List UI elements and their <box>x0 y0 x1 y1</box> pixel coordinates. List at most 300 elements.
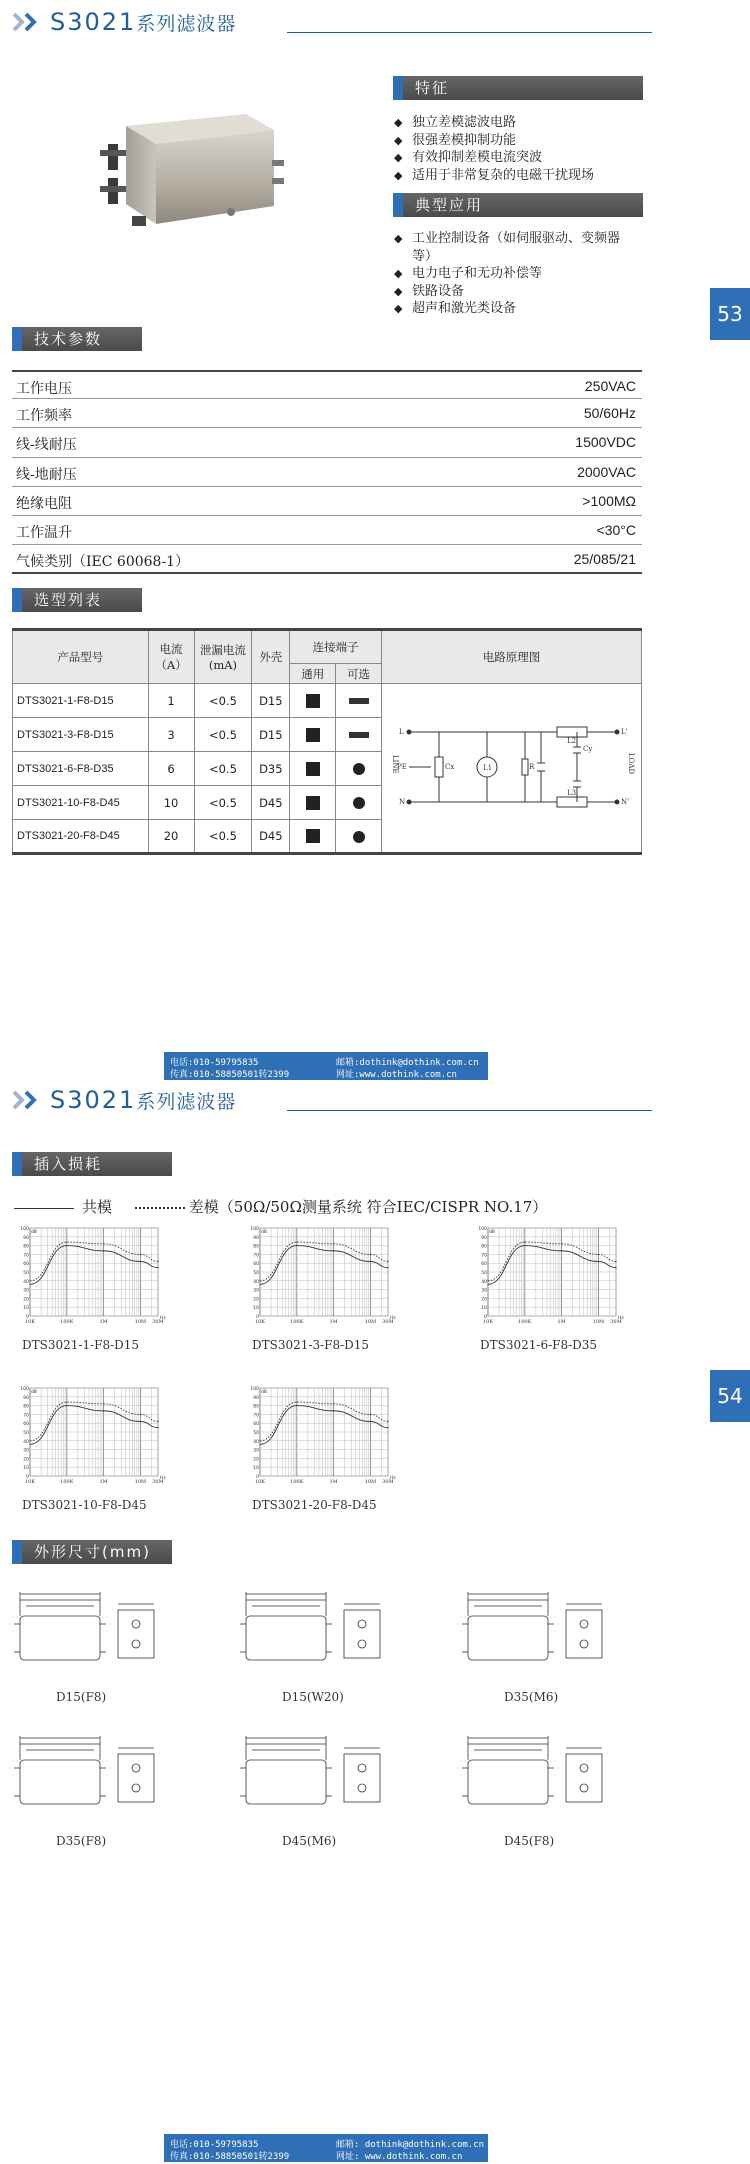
y-tick-label: 70 <box>253 1413 259 1419</box>
cell-current: 20 <box>148 820 194 854</box>
y-tick-label: 0 <box>26 1475 29 1480</box>
x-unit-label: Hz <box>160 1316 166 1321</box>
x-unit-label: Hz <box>390 1316 396 1321</box>
spec-key: 气候类别（IEC 60068-1） <box>16 554 190 571</box>
col-circuit: 电路原理图 <box>382 630 642 684</box>
y-tick-label: 70 <box>23 1253 29 1259</box>
data-point <box>387 1261 388 1262</box>
y-tick-label: 100 <box>20 1387 29 1392</box>
feature-item: ◆ 独立差模滤波电路 <box>394 114 594 132</box>
data-point <box>524 1241 525 1242</box>
y-tick-label: 50 <box>253 1271 259 1276</box>
data-point <box>66 1245 67 1246</box>
legend-diff: 差模（50Ω/50Ω测量系统 符合IEC/CISPR NO.17） <box>188 1198 548 1216</box>
y-unit-label: dB <box>489 1230 495 1235</box>
footer-contact <box>164 1052 488 1080</box>
y-tick-label: 100 <box>250 1387 259 1392</box>
y-tick-label: 40 <box>253 1279 259 1285</box>
y-tick-label: 60 <box>23 1262 29 1268</box>
cell-model: DTS3021-1-F8-D15 <box>13 684 149 718</box>
spec-key: 工作电压 <box>16 381 72 397</box>
selection-list-tab: 选型列表 <box>12 588 142 612</box>
cell-current: 6 <box>148 752 194 786</box>
chart-label: DTS3021-6-F8-D35 <box>480 1338 598 1352</box>
y-tick-label: 60 <box>23 1422 29 1428</box>
applications-tab: 典型应用 <box>393 193 643 217</box>
cell-terminal-common <box>290 820 336 854</box>
data-point <box>66 1401 67 1402</box>
y-unit-label: dB <box>261 1230 267 1235</box>
data-point <box>387 1421 388 1422</box>
chart-svg <box>476 1222 626 1334</box>
circuit-label-R: R <box>528 762 534 771</box>
y-tick-label: 40 <box>23 1439 29 1445</box>
x-unit-label: Hz <box>160 1476 166 1481</box>
spec-value: 1500VDC <box>575 434 636 451</box>
chart-label: DTS3021-20-F8-D45 <box>252 1498 377 1512</box>
data-point <box>103 1403 104 1404</box>
x-tick-label: 1M <box>329 1319 338 1325</box>
y-tick-label: 0 <box>26 1315 29 1320</box>
data-point <box>370 1261 371 1262</box>
y-tick-label: 50 <box>253 1431 259 1436</box>
x-unit-label: Hz <box>618 1316 624 1321</box>
x-tick-label: 30M <box>382 1319 394 1325</box>
cell-terminal-common <box>290 718 336 752</box>
data-point <box>615 1261 616 1262</box>
data-point <box>524 1245 525 1246</box>
legend-solid-line <box>14 1208 74 1209</box>
circuit-label-Cx: Cx <box>444 762 454 771</box>
data-point <box>333 1243 334 1244</box>
data-point <box>157 1261 158 1262</box>
spec-value: <30°C <box>596 521 636 538</box>
feature-item: ◆ 适用于非常复杂的电磁干扰现场 <box>394 167 594 185</box>
x-tick-label: 10K <box>254 1479 266 1485</box>
header-rule <box>287 1110 652 1111</box>
spec-value: 25/085/21 <box>573 551 636 568</box>
dimension-label: D35(M6) <box>504 1690 559 1704</box>
terminal-pin-icon <box>349 732 369 738</box>
y-tick-label: 10 <box>23 1466 29 1472</box>
x-tick-label: 10K <box>24 1319 36 1325</box>
data-point <box>29 1444 30 1445</box>
data-point <box>487 1284 488 1285</box>
x-tick-label: 100K <box>290 1319 304 1325</box>
data-point <box>157 1427 158 1428</box>
x-tick-label: 10K <box>482 1319 494 1325</box>
spec-row <box>12 545 642 574</box>
model-table <box>12 628 642 855</box>
feature-item: ◆ 很强差模抑制功能 <box>394 132 594 150</box>
x-tick-label: 100K <box>60 1319 74 1325</box>
cell-case: D35 <box>252 752 290 786</box>
dimension-label: D45(M6) <box>282 1834 337 1848</box>
spec-row <box>12 428 642 457</box>
x-tick-label: 10M <box>364 1319 377 1325</box>
dimension-label: D45(F8) <box>504 1834 555 1848</box>
footer-tel: 电话:010-59795835 <box>170 2140 259 2150</box>
cell-leak: <0.5 <box>194 786 252 820</box>
dimensions-tab: 外形尺寸(mm) <box>12 1540 172 1564</box>
tech-params-tab: 技术参数 <box>12 327 142 351</box>
x-tick-label: 100K <box>60 1479 74 1485</box>
cell-leak: <0.5 <box>194 752 252 786</box>
outline-svg <box>240 1730 400 1820</box>
data-point <box>66 1405 67 1406</box>
terminal-icon <box>306 728 320 742</box>
cell-leak: <0.5 <box>194 718 252 752</box>
data-point <box>598 1261 599 1262</box>
circuit-label-N: N <box>398 797 405 806</box>
dimension-drawing <box>14 1730 174 1824</box>
circuit-label-Lp: L' <box>620 727 628 736</box>
circuit-label-L: L <box>398 727 404 736</box>
x-tick-label: 10M <box>364 1479 377 1485</box>
page-header <box>12 8 652 38</box>
spec-row <box>12 399 642 428</box>
x-tick-label: 10K <box>24 1479 36 1485</box>
footer2-contact <box>164 2134 488 2162</box>
data-point <box>140 1254 141 1255</box>
data-point <box>103 1250 104 1251</box>
data-point <box>598 1254 599 1255</box>
col-optional: 可选 <box>336 664 382 684</box>
terminal-pin-icon <box>349 698 369 704</box>
chart-label: DTS3021-3-F8-D15 <box>252 1338 370 1352</box>
x-tick-label: 10M <box>592 1319 605 1325</box>
insertion-loss-chart <box>18 1222 168 1334</box>
spec-value: 250VAC <box>584 378 636 394</box>
cell-current: 1 <box>148 684 194 718</box>
data-point <box>387 1427 388 1428</box>
y-tick-label: 60 <box>253 1262 259 1268</box>
data-point <box>296 1401 297 1402</box>
data-point <box>103 1410 104 1411</box>
chart-label: DTS3021-10-F8-D45 <box>22 1498 147 1512</box>
data-point <box>296 1245 297 1246</box>
x-tick-label: 1M <box>99 1479 108 1485</box>
cell-case: D45 <box>252 820 290 854</box>
circuit-label-line: LINE <box>390 754 399 774</box>
cell-case: D45 <box>252 786 290 820</box>
y-tick-label: 70 <box>23 1413 29 1419</box>
footer-fax: 传真:010-58850501转2399 <box>170 2152 290 2162</box>
x-unit-label: Hz <box>390 1476 396 1481</box>
circuit-label-L1: L1 <box>482 763 492 772</box>
y-tick-label: 10 <box>253 1306 259 1312</box>
application-item: ◆ 超声和激光类设备 <box>394 300 620 318</box>
spec-row <box>12 516 642 545</box>
spec-key: 工作频率 <box>16 408 72 425</box>
footer-mail: 邮箱:dothink@dothink.com.cn <box>336 1058 479 1068</box>
data-point <box>29 1284 30 1285</box>
data-point <box>140 1414 141 1415</box>
footer-web: 网址:www.dothink.com.cn <box>336 1070 457 1080</box>
y-tick-label: 40 <box>253 1439 259 1445</box>
y-tick-label: 90 <box>481 1235 487 1241</box>
y-tick-label: 100 <box>20 1227 29 1232</box>
y-tick-label: 90 <box>253 1395 259 1401</box>
y-tick-label: 90 <box>253 1235 259 1241</box>
terminal-stud-icon <box>353 797 365 809</box>
applications-list <box>394 230 620 318</box>
data-point <box>561 1250 562 1251</box>
y-tick-label: 0 <box>256 1475 259 1480</box>
y-unit-label: dB <box>31 1230 37 1235</box>
dimension-drawing <box>240 1730 400 1824</box>
y-tick-label: 30 <box>481 1288 487 1294</box>
cell-model: DTS3021-20-F8-D45 <box>13 820 149 854</box>
data-point <box>259 1280 260 1281</box>
chart-svg <box>18 1222 168 1334</box>
footer-web: 网址: www.dothink.com.cn <box>336 2152 463 2162</box>
y-tick-label: 30 <box>23 1288 29 1294</box>
chart-label: DTS3021-1-F8-D15 <box>22 1338 140 1352</box>
y-tick-label: 20 <box>23 1297 29 1303</box>
application-item: ◆ 电力电子和无功补偿等 <box>394 265 620 283</box>
chevron-icon <box>12 1090 48 1110</box>
outline-svg <box>462 1730 622 1820</box>
chevron-icon <box>12 12 48 32</box>
x-tick-label: 100K <box>290 1479 304 1485</box>
insertion-loss-chart <box>248 1222 398 1334</box>
y-tick-label: 10 <box>23 1306 29 1312</box>
y-unit-label: dB <box>261 1390 267 1395</box>
dimension-label: D15(F8) <box>56 1690 107 1704</box>
circuit-diagram <box>387 687 637 847</box>
dimension-drawing <box>462 1586 622 1680</box>
insertion-loss-chart <box>476 1222 626 1334</box>
cell-terminal-optional <box>336 786 382 820</box>
cell-current: 3 <box>148 718 194 752</box>
y-tick-label: 20 <box>481 1297 487 1303</box>
application-item: ◆ 工业控制设备（如伺服驱动、变频器 <box>394 230 620 248</box>
insertion-loss-chart <box>18 1382 168 1494</box>
spec-key: 线-地耐压 <box>16 466 77 483</box>
dimension-drawing <box>462 1730 622 1824</box>
feature-item: ◆ 有效抑制差模电流突波 <box>394 149 594 167</box>
y-tick-label: 30 <box>23 1448 29 1454</box>
data-point <box>157 1267 158 1268</box>
terminal-icon <box>306 694 320 708</box>
y-tick-label: 90 <box>23 1395 29 1401</box>
terminal-stud-icon <box>353 763 365 775</box>
circuit-label-PE: PE <box>396 762 407 771</box>
y-tick-label: 100 <box>250 1227 259 1232</box>
data-point <box>259 1444 260 1445</box>
data-point <box>615 1267 616 1268</box>
y-tick-label: 30 <box>253 1448 259 1454</box>
product-photo <box>96 106 286 236</box>
table-row <box>13 684 642 718</box>
cell-terminal-common <box>290 684 336 718</box>
data-point <box>29 1280 30 1281</box>
outline-svg <box>240 1586 400 1676</box>
y-unit-label: dB <box>31 1390 37 1395</box>
y-tick-label: 60 <box>481 1262 487 1268</box>
application-item-cont: 等） <box>412 248 439 264</box>
x-tick-label: 30M <box>152 1319 164 1325</box>
spec-value: 50/60Hz <box>583 405 636 422</box>
y-tick-label: 50 <box>23 1271 29 1276</box>
terminal-stud-icon <box>353 831 365 843</box>
col-case: 外壳 <box>252 630 290 684</box>
terminal-icon <box>306 762 320 776</box>
page2-title: S3021系列滤波器 <box>50 1086 237 1114</box>
cell-terminal-optional <box>336 718 382 752</box>
footer-fax: 传真:010-58850501转2399 <box>170 1070 290 1080</box>
col-terminal: 连接端子 <box>290 630 382 664</box>
chart-svg <box>18 1382 168 1494</box>
spec-row <box>12 487 642 516</box>
cell-terminal-optional <box>336 752 382 786</box>
data-point <box>259 1284 260 1285</box>
footer-mail: 邮箱: dothink@dothink.com.cn <box>336 2140 485 2150</box>
y-tick-label: 40 <box>23 1279 29 1285</box>
y-tick-label: 10 <box>481 1306 487 1312</box>
dimension-drawing <box>240 1586 400 1680</box>
spec-key: 线-线耐压 <box>16 437 77 454</box>
y-tick-label: 70 <box>481 1253 487 1259</box>
page2-header <box>12 1086 652 1116</box>
y-tick-label: 50 <box>481 1271 487 1276</box>
cell-terminal-common <box>290 786 336 820</box>
data-point <box>140 1261 141 1262</box>
page2-number-tab: 54 <box>710 1370 750 1422</box>
x-tick-label: 30M <box>152 1479 164 1485</box>
y-tick-label: 0 <box>256 1315 259 1320</box>
outline-svg <box>14 1730 174 1820</box>
y-tick-label: 60 <box>253 1422 259 1428</box>
y-tick-label: 0 <box>484 1315 487 1320</box>
spec-key: 绝缘电阻 <box>16 495 72 512</box>
page-number-tab: 53 <box>710 288 750 340</box>
y-tick-label: 50 <box>23 1431 29 1436</box>
spec-row <box>12 370 642 399</box>
y-tick-label: 30 <box>253 1288 259 1294</box>
x-tick-label: 10M <box>134 1479 147 1485</box>
outline-svg <box>14 1586 174 1676</box>
circuit-label-Cy: Cy <box>582 744 592 753</box>
cell-model: DTS3021-3-F8-D15 <box>13 718 149 752</box>
y-tick-label: 80 <box>253 1244 259 1250</box>
data-point <box>487 1280 488 1281</box>
data-point <box>333 1250 334 1251</box>
cell-case: D15 <box>252 684 290 718</box>
y-tick-label: 100 <box>478 1227 487 1232</box>
chart-legend <box>14 1196 547 1217</box>
x-tick-label: 10K <box>254 1319 266 1325</box>
circuit-label-L3: L3 <box>566 788 576 797</box>
data-point <box>333 1410 334 1411</box>
legend-dotted-line <box>135 1207 185 1209</box>
application-item: ◆ 铁路设备 <box>394 283 620 301</box>
y-tick-label: 20 <box>253 1297 259 1303</box>
data-point <box>103 1243 104 1244</box>
data-point <box>370 1254 371 1255</box>
y-tick-label: 80 <box>23 1244 29 1250</box>
x-tick-label: 1M <box>557 1319 566 1325</box>
circuit-cell <box>382 684 642 854</box>
y-tick-label: 80 <box>253 1404 259 1410</box>
data-point <box>370 1421 371 1422</box>
outline-svg <box>462 1586 622 1676</box>
circuit-label-Np: N' <box>620 797 629 806</box>
x-tick-label: 30M <box>382 1479 394 1485</box>
spec-value: 2000VAC <box>577 463 636 480</box>
terminal-icon <box>306 796 320 810</box>
footer-tel: 电话:010-59795835 <box>170 1058 259 1068</box>
y-tick-label: 70 <box>253 1253 259 1259</box>
y-tick-label: 20 <box>253 1457 259 1463</box>
data-point <box>296 1241 297 1242</box>
header-rule <box>287 32 652 33</box>
data-point <box>140 1421 141 1422</box>
features-list <box>394 114 594 184</box>
page-title: S3021系列滤波器 <box>50 8 237 36</box>
data-point <box>296 1405 297 1406</box>
data-point <box>157 1421 158 1422</box>
circuit-label-L2: L2 <box>566 736 576 745</box>
cell-model: DTS3021-10-F8-D45 <box>13 786 149 820</box>
x-tick-label: 30M <box>610 1319 622 1325</box>
cell-case: D15 <box>252 718 290 752</box>
dimension-label: D35(F8) <box>56 1834 107 1848</box>
cell-leak: <0.5 <box>194 820 252 854</box>
y-tick-label: 40 <box>481 1279 487 1285</box>
x-tick-label: 100K <box>518 1319 532 1325</box>
terminal-icon <box>306 829 320 843</box>
legend-common: 共模 <box>82 1198 113 1216</box>
cell-terminal-common <box>290 752 336 786</box>
spec-row <box>12 458 642 487</box>
col-model: 产品型号 <box>13 630 149 684</box>
insertion-loss-chart <box>248 1382 398 1494</box>
circuit-label-load: LOAD <box>626 752 635 774</box>
x-tick-label: 10M <box>134 1319 147 1325</box>
y-tick-label: 80 <box>23 1404 29 1410</box>
data-point <box>259 1440 260 1441</box>
dimension-drawing <box>14 1586 174 1680</box>
data-point <box>66 1241 67 1242</box>
col-leak: 泄漏电流(mA) <box>194 630 252 684</box>
col-current: 电流（A） <box>148 630 194 684</box>
spec-key: 工作温升 <box>16 524 72 541</box>
features-tab: 特征 <box>393 76 643 100</box>
y-tick-label: 10 <box>253 1466 259 1472</box>
cell-model: DTS3021-6-F8-D35 <box>13 752 149 786</box>
data-point <box>29 1440 30 1441</box>
x-tick-label: 1M <box>329 1479 338 1485</box>
cell-terminal-optional <box>336 820 382 854</box>
cell-terminal-optional <box>336 684 382 718</box>
cell-current: 10 <box>148 786 194 820</box>
data-point <box>333 1403 334 1404</box>
data-point <box>370 1414 371 1415</box>
col-common: 通用 <box>290 664 336 684</box>
y-tick-label: 20 <box>23 1457 29 1463</box>
dimension-label: D15(W20) <box>282 1690 344 1704</box>
x-tick-label: 1M <box>99 1319 108 1325</box>
spec-value: >100MΩ <box>582 492 636 509</box>
data-point <box>561 1243 562 1244</box>
data-point <box>387 1267 388 1268</box>
insertion-loss-tab: 插入损耗 <box>12 1152 172 1176</box>
cell-leak: <0.5 <box>194 684 252 718</box>
spec-table <box>12 370 642 574</box>
chart-svg <box>248 1222 398 1334</box>
